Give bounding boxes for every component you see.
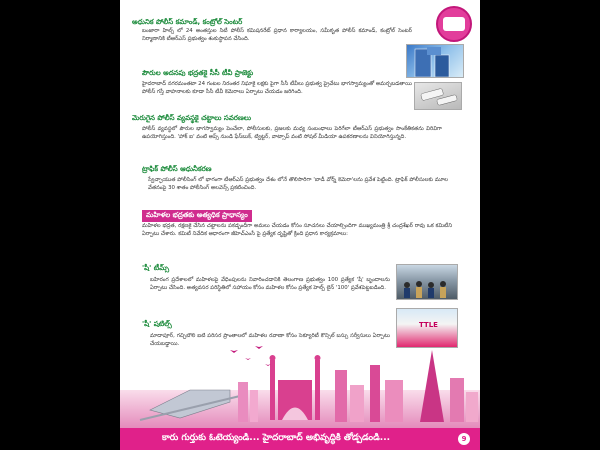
shuttle-sign: TTLE [419,321,438,329]
document-page [120,0,480,450]
cctv-photo [414,82,462,110]
footer-slogan: కారు గుర్తుకు ఓటెయ్యండి... హైదరాబాద్ అభివృద్ధికి తోడ్పడండి... [162,433,391,443]
building-photo [406,44,464,78]
section-heading: అధునిక పోలీస్ కమాండ్, కంట్రోల్ సెంటర్ [132,18,243,26]
section-body: మహిళల భద్రత, రక్షణకై చేసిన చట్టాలను పకడ్బందీగా అమలు చేయడం కోసం సూచనలు చేయాల్సిందిగా ముఖ్యమంత్రి శ్రీ చంద్రశేఖర్ రావు ఒక కమిటీని ఏర్పాటు చేశారు. కమిటీ నివేదిక ఆధారంగా జీహెచ్ఎంసీ పై ప్రత్యేక దృష్టితో క్రింది ప్రధాన కార్యక్రమాలు: [142,223,452,238]
section-body: హైదరాబాద్ నగరమంతటా 24 గంటల నిరంతర నిఘాకై లక్షకు పైగా సీసీ టీవీలు ప్రభుత్వ ప్రైవేటు భాగస్వామ్యంతో అమర్చబడతాయి పోలీస్ గస్తీ వాహనాలకు కూడా సీసీ టీవీ కెమెరాలు ఏర్పాటు చేయడం జరిగింది. [142,81,412,96]
section-heading-banner: మహిళల భద్రతకు అత్యధిక ప్రాధాన్యం [142,210,252,222]
section-heading: ట్రాఫిక్ పోలీస్ ఆధునీకరణ [142,165,212,173]
section-body: బంజారా హిల్స్ లో 24 అంతస్తుల సిటీ పోలీస్ కమిషనరేట్ ప్రధాన కార్యాలయం, సమీకృత పోలీస్ కమాండ్, కంట్రోల్ సెంటర్ నిర్మాణానికి టీఆర్ఎస్ ప్రభుత్వం శంకుస్థాపన చేసింది. [142,28,412,43]
party-logo [436,6,472,42]
section-heading: పౌరుల అదనపు భద్రతకై సీసీ టీవీ ప్రాజెక్టు [142,69,254,77]
page-number: 9 [458,433,470,445]
section-body: మాదాపూర్, గచ్చిబౌలి ఐటి పరిసర ప్రాంతాలలో మహిళల రవాణా కోసం సెక్యూరిటీ కౌన్సిల్ బస్సు సర్వీసులు ఏర్పాటు చేయబడ్డాయి. [150,333,390,348]
section-heading: మెరుగైన పోలీస్ వ్యవస్థకై చట్టాలు సవరణలు [132,114,252,122]
section-body: బహిరంగ ప్రదేశాలలో మహిళలపై వేధింపులను నివారించడానికి తెలంగాణ ప్రభుత్వం 100 ప్రత్యేక 'షీ' బృందాలను ఏర్పాటు చేసింది. అత్యవసర పరిస్థితిలో సహాయం కోసం మహిళల కోసం ప్రత్యేక హెల్ప్ లైన్ '100' ప్రవేశపెట్టబడింది. [150,277,390,292]
section-body: స్వేచ్ఛాయుత పోలీసింగ్ లో భాగంగా టీఆర్ఎస్ ప్రభుత్వం దేశం లోనే తొలిసారిగా 'బాడీ వోర్న్ కెమెరా'లను ప్రవేశ పెట్టింది. ట్రాఫిక్ పోలీసులకు మూల వేతనంపై 30 శాతం పోలీసింగ్ అలవెన్స్ ప్రకటించింది. [148,177,448,192]
section-body: పోలీస్ వ్యవస్థలో పౌరుల భాగస్వామ్యం పెంచేలా, పోలీసులకు, ప్రజలకు మధ్య సంబంధాలు పెరిగేలా టీఆర్ఎస్ ప్రభుత్వం సాంకేతికతను విరివిగా ఉపయోగిస్తుంది. 'హాక్ ఐ' వంటి అప్స్ నుండి ఫేస్‌బుక్, ట్విట్టర్, వాట్సాప్ వంటి సోషల్ మీడియా ఉపకరణాలను వినియోగిస్తున్నది. [142,126,442,141]
footer-banner [120,428,480,450]
she-teams-photo [396,264,458,300]
section-heading: 'షీ' షటిల్స్ [142,320,172,328]
section-heading: 'షీ' టీమ్స్ [142,264,170,272]
hyderabad-skyline-illustration [120,340,480,428]
car-symbol-icon [443,17,465,31]
